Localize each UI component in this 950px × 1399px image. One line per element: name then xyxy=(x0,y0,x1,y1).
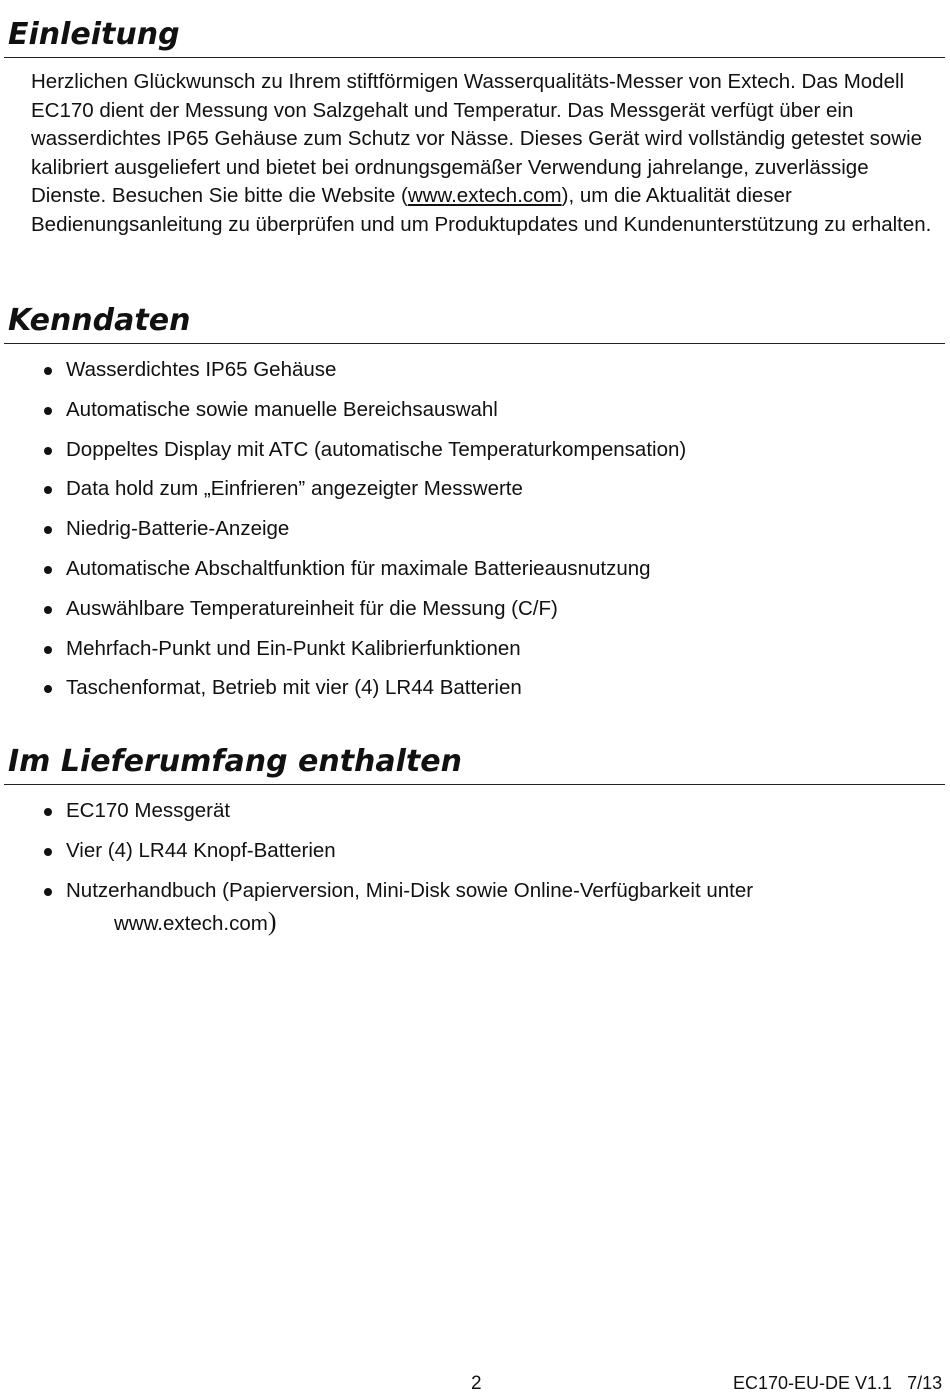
section-rule xyxy=(4,57,945,58)
bullet-icon xyxy=(44,646,52,654)
list-item-text: Automatische sowie manuelle Bereichsauswahl xyxy=(66,397,498,421)
section-title-kenndaten: Kenndaten xyxy=(8,303,191,338)
website-link[interactable]: www.extech.com xyxy=(407,184,562,207)
bullet-icon xyxy=(44,685,52,693)
section-rule xyxy=(4,784,945,785)
bullet-icon xyxy=(44,848,52,856)
list-item-text: Vier (4) LR44 Knopf-Batterien xyxy=(66,838,336,862)
bullet-icon xyxy=(44,367,52,375)
list-item-text: Auswählbare Temperatureinheit für die Messung (C/F) xyxy=(66,596,558,620)
feature-list xyxy=(0,356,686,714)
intro-text-part1: Herzlichen Glückwunsch zu Ihrem stiftförmigen Wasserqualitäts-Messer von Extech. Das Modell EC170 dient der Messung von Salzgehalt und Temperatur. Das Messgerät verfügt über ein wasserdichtes IP65 Gehäuse zum Schutz vor Nässe. Dieses Gerät wird vollständig getestet sowie kalibriert ausgeliefert und bietet bei ordnungsgemäßer Verwendung jahrelange, zuverlässige Dienste. Besuchen Sie bitte die Website ( xyxy=(31,70,923,207)
bullet-icon xyxy=(44,526,52,534)
list-item-text: Doppeltes Display mit ATC (automatische Temperaturkompensation) xyxy=(66,437,687,461)
list-item xyxy=(0,515,686,555)
bullet-icon xyxy=(44,808,52,816)
intro-paragraph xyxy=(31,68,943,239)
list-item xyxy=(0,595,686,635)
list-item xyxy=(0,475,686,515)
list-item xyxy=(0,396,686,436)
list-item-text: Niedrig-Batterie-Anzeige xyxy=(66,517,290,541)
list-item xyxy=(0,837,753,877)
section-rule xyxy=(4,343,945,344)
list-item-continuation xyxy=(66,908,753,938)
delivery-list xyxy=(0,797,754,936)
intro-text-part2: ), um die Aktualität dieser Bedienungsanleitung zu überprüfen und um Produktupdates und Kundenunterstützung zu erhalten. xyxy=(31,184,932,236)
list-item xyxy=(0,555,686,595)
list-item xyxy=(0,356,686,396)
list-item-text: Mehrfach-Punkt und Ein-Punkt Kalibrierfunktionen xyxy=(66,636,521,660)
bullet-icon xyxy=(44,566,52,574)
bullet-icon xyxy=(44,606,52,614)
document-id: EC170-EU-DE V1.1 7/13 xyxy=(733,1373,943,1393)
list-item xyxy=(0,436,686,476)
bullet-icon xyxy=(44,407,52,415)
manual-url: www.extech.com xyxy=(114,911,268,935)
section-title-lieferumfang: Im Lieferumfang enthalten xyxy=(8,744,462,779)
list-item xyxy=(0,877,754,936)
page-number: 2 xyxy=(471,1373,482,1394)
list-item-text: Nutzerhandbuch (Papierversion, Mini-Disk sowie Online-Verfügbarkeit unter xyxy=(66,878,754,902)
list-item-text: Wasserdichtes IP65 Gehäuse xyxy=(66,358,337,381)
list-item xyxy=(0,635,686,675)
list-item-text: EC170 Messgerät xyxy=(66,799,231,822)
list-item xyxy=(0,674,686,714)
bullet-icon xyxy=(44,486,52,494)
list-item xyxy=(0,797,753,837)
list-item-text: Data hold zum „Einfrieren” angezeigter Messwerte xyxy=(66,477,523,501)
bullet-icon xyxy=(44,447,52,455)
section-title-einleitung: Einleitung xyxy=(8,17,180,52)
bullet-icon xyxy=(44,888,52,896)
closing-paren: ) xyxy=(267,906,277,936)
list-item-text: Taschenformat, Betrieb mit vier (4) LR44 Batterien xyxy=(66,676,522,700)
list-item-text: Automatische Abschaltfunktion für maximale Batterieausnutzung xyxy=(66,556,651,580)
